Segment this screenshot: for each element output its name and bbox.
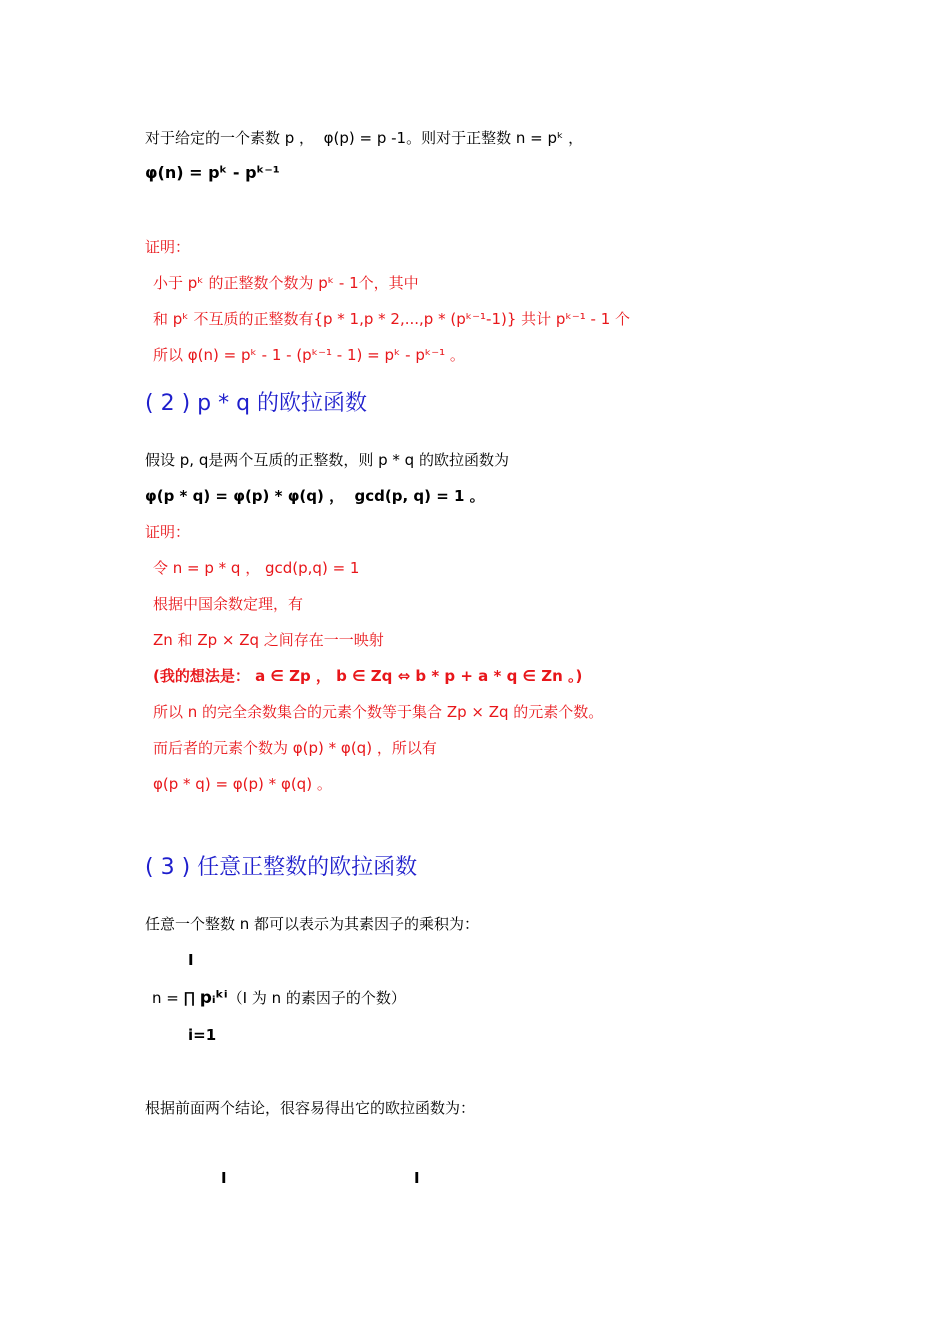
s1-proof-label: 证明： xyxy=(145,238,191,256)
s3-heading: ( 3 ) 任意正整数的欧拉函数 xyxy=(145,855,418,880)
s3-conclusion: 根据前面两个结论，很容易得出它的欧拉函数为： xyxy=(145,1099,476,1117)
s2-proof-line-4: (我的想法是： a ∈ Zp ， b ∈ Zq ⇔ b * p + a * q ∈ Zn 。) xyxy=(153,667,583,685)
s2-proof-line-3: Zn 和 Zp × Zq 之间存在一一映射 xyxy=(153,631,384,649)
s2-formula: φ(p * q) = φ(p) * φ(q) ， gcd(p, q) = 1 。 xyxy=(145,487,485,505)
euler-formula-upper-limit-2: I xyxy=(414,1169,420,1187)
product-formula xyxy=(152,988,406,1008)
s2-proof-line-2: 根据中国余数定理，有 xyxy=(153,595,304,613)
s2-proof-line-1: 令 n = p * q ， gcd(p,q) = 1 xyxy=(153,559,360,577)
s2-heading: ( 2 ) p * q 的欧拉函数 xyxy=(145,391,368,416)
s3-intro: 任意一个整数 n 都可以表示为其素因子的乘积为： xyxy=(145,915,480,933)
product-note: （I 为 n 的素因子的个数） xyxy=(227,989,406,1007)
product-symbol: n = ∏ xyxy=(152,989,200,1007)
s2-intro: 假设 p, q是两个互质的正整数，则 p * q 的欧拉函数为 xyxy=(145,451,509,469)
product-term: pᵢᵏⁱ xyxy=(199,988,228,1008)
s2-proof-line-7: φ(p * q) = φ(p) * φ(q) 。 xyxy=(153,775,332,793)
product-upper-limit: I xyxy=(188,951,194,969)
s2-proof-line-5: 所以 n 的完全余数集合的元素个数等于集合 Zp × Zq 的元素个数。 xyxy=(153,703,604,721)
s2-proof-line-6: 而后者的元素个数为 φ(p) * φ(q) ，所以有 xyxy=(153,739,437,757)
s1-intro: 对于给定的一个素数 p ， φ(p) = p -1。则对于正整数 n = pᵏ ， xyxy=(145,129,584,147)
product-lower-limit: i=1 xyxy=(188,1026,217,1044)
s1-formula: φ(n) = pᵏ - pᵏ⁻¹ xyxy=(145,163,280,182)
s1-proof-line-3: 所以 φ(n) = pᵏ - 1 - (pᵏ⁻¹ - 1) = pᵏ - pᵏ⁻¹ 。 xyxy=(153,346,465,364)
s1-proof-line-2: 和 pᵏ 不互质的正整数有{p * 1,p * 2,...,p * (pᵏ⁻¹-1)} 共计 pᵏ⁻¹ - 1 个 xyxy=(153,310,631,328)
s1-proof-line-1: 小于 pᵏ 的正整数个数为 pᵏ - 1个，其中 xyxy=(153,274,419,292)
s2-proof-label: 证明： xyxy=(145,523,191,541)
euler-formula-upper-limit-1: I xyxy=(221,1169,227,1187)
